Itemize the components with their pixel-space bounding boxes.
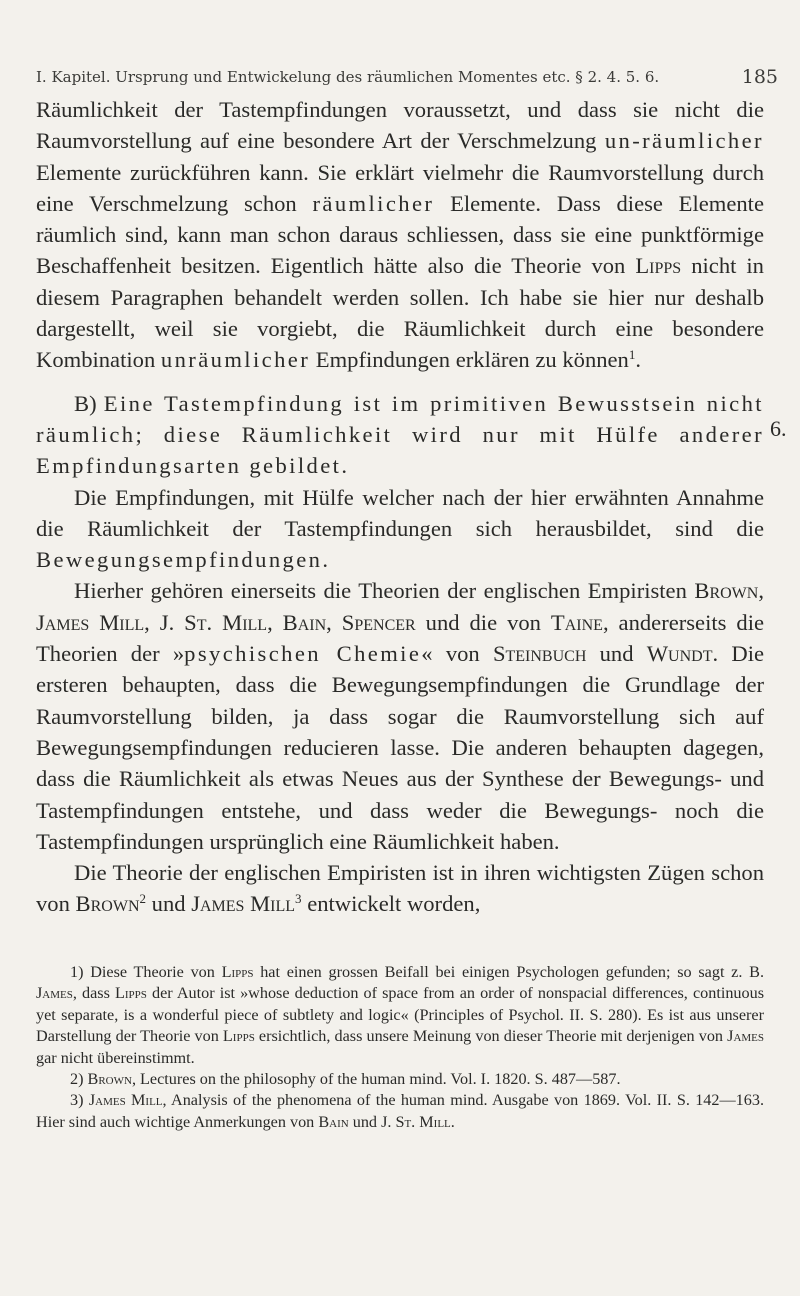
- author-name: Lipps: [635, 253, 682, 279]
- body-text: [36, 94, 764, 920]
- thesis-b: Eine Tastempfindung ist im primitiven Bewusstsein nicht räumlich; diese Räumlichkeit wird nur mit Hülfe anderer Empfindungsarten gebildet.: [36, 390, 764, 479]
- running-title: I. Kapitel. Ursprung und Entwickelung des räumlichen Momentes etc. § 2. 4. 5. 6.: [36, 68, 660, 86]
- footnote-2: 2) Brown, Lectures on the philosophy of the human mind. Vol. I. 1820. S. 487—587.: [70, 1070, 621, 1089]
- page-number: 185: [741, 66, 778, 88]
- footnote-ref-2: 2: [139, 891, 146, 907]
- author-names: Brown, James Mill, J. St. Mill, Bain, Spencer: [36, 578, 764, 635]
- paragraph-1: Räumlichkeit der Tastempfindungen voraussetzt, und dass sie nicht die Raumvorstellung auf eine besondere Art der Verschmelzung un-räumlicher Elemente zurückführen kann. Sie erklärt vielmehr die Raumvorstellung durch eine Verschmelzung schon räumlicher Elemente. Dass diese Elemente räumlich sind, kann man schon daraus schliessen, dass sie eine punktförmige Beschaffenheit besitzen. Eigentlich hätte also die Theorie von Lipps nicht in diesem Paragraphen behandelt werden sollen. Ich habe sie hier nur deshalb dargestellt, weil sie vorgiebt, die Räumlichkeit durch eine besondere Kombination unräumlicher Empfindungen erklären zu können$^1$.: [36, 97, 764, 373]
- margin-section-number: 6.: [770, 416, 787, 441]
- footnote-ref-1: 1: [628, 347, 636, 363]
- footnotes: [36, 962, 764, 1133]
- footnote-ref-3: 3: [295, 891, 302, 907]
- paragraph-3: Die Empfindungen, mit Hülfe welcher nach der hier erwähnten Annahme die Räumlichkeit der Tastempfindungen sich herausbildet, sind die Bewegungsempfindungen.: [36, 484, 764, 573]
- running-header: [36, 68, 778, 86]
- footnote-3: 3) James Mill, Analysis of the phenomena of the human mind. Ausgabe von 1869. Vol. II. S. 142—163. Hier sind auch wichtige Anmerkungen von Bain und J. St. Mill.: [36, 1091, 765, 1131]
- paragraph-5: Die Theorie der englischen Empiristen ist in ihren wichtigsten Zügen schon von Brown$^2$ und James Mill$^3$ entwickelt worden,: [36, 860, 764, 917]
- paragraph-2: B) Eine Tastempfindung ist im primitiven Bewusstsein nicht räumlich; diese Räumlichkeit wird nur mit Hülfe anderer Empfindungsarten gebildet.: [36, 390, 764, 479]
- footnote-1: 1) Diese Theorie von Lipps hat einen grossen Beifall bei einigen Psychologen gefunden; so sagt z. B. James, dass Lipps der Autor ist »whose deduction of space from an order of nonspacial differences, continuous yet separate, is a wonderful piece of subtlety and logic« (Principles of Psychol. II. S. 280). Es ist aus unserer Darstellung der Theorie von Lipps ersichtlich, dass unsere Meinung von dieser Theorie mit derjenigen von James gar nicht übereinstimmt.: [36, 963, 765, 1067]
- paragraph-4: Hierher gehören einerseits die Theorien der englischen Empiristen Brown, James Mill, J. St. Mill, Bain, Spencer und die von Taine, andererseits die Theorien der »psychischen Chemie« von Steinbuch und Wundt. Die ersteren behaupten, dass die Bewegungsempfindungen die Grundlage der Raumvorstellung bilden, ja dass sogar die Raumvorstellung sich auf Bewegungsempfindungen reducieren lasse. Die anderen behaupten dagegen, dass die Räumlichkeit als etwas Neues aus der Synthese der Bewegungs- und Tastempfindungen entstehe, und dass weder die Bewegungs- noch die Tastempfindungen ursprünglich eine Räumlichkeit haben.: [36, 578, 764, 854]
